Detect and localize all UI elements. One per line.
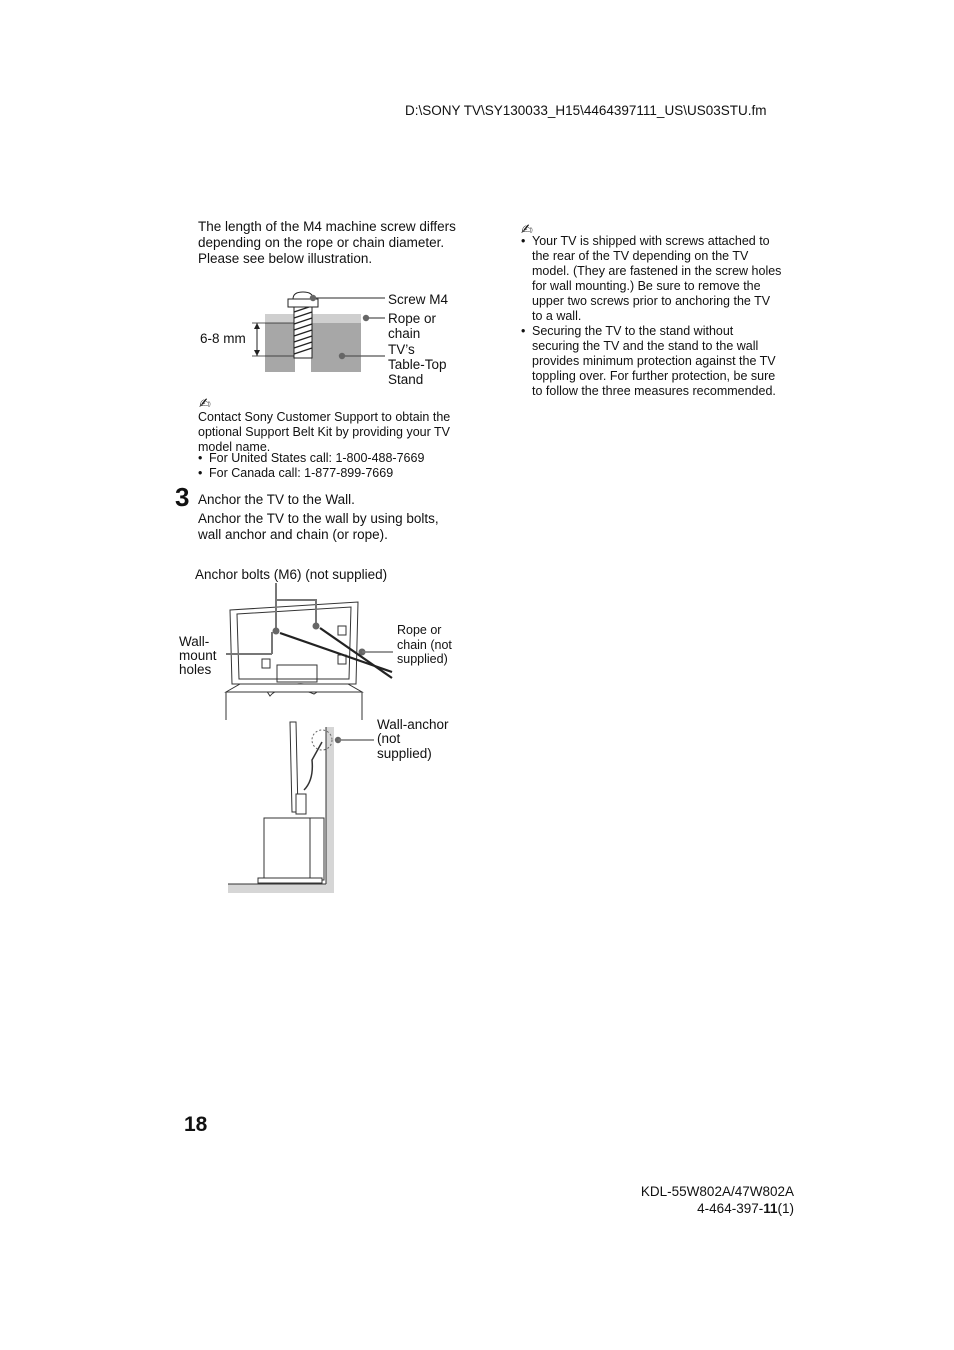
anchor-bolts-label: Anchor bolts (M6) (not supplied)	[195, 567, 388, 582]
code-bold: 11	[763, 1201, 778, 1216]
note2-bullets	[521, 234, 783, 399]
stand-label-line3: Stand	[388, 372, 424, 387]
note2-bullet-securing: • Securing the TV to the stand without securing the TV and the stand to the wall provides minimum protection against the TV toppling over. For further protection, be sure to follow the three measures recommended.	[521, 324, 783, 399]
wall-anchor-label-1: Wall-anchor	[377, 717, 449, 732]
rope-chain-label-2: chain (not	[397, 638, 452, 652]
wall-mount-label-2: mount	[179, 648, 217, 663]
intro-paragraph: The length of the M4 machine screw differs depending on the rope or chain diameter. Please see below illustration.	[198, 219, 456, 266]
file-path-header: D:\SONY TV\SY130033_H15\4464397111_US\US03STU.fm	[405, 103, 767, 118]
step-number: 3	[175, 482, 190, 512]
step-title: Anchor the TV to the Wall.	[198, 492, 355, 507]
code-suffix: (1)	[777, 1201, 794, 1216]
step-description: Anchor the TV to the wall by using bolts, wall anchor and chain (or rope).	[198, 511, 439, 542]
note-pencil-icon: ✍	[521, 221, 533, 237]
code-prefix: 4-464-397-	[697, 1201, 764, 1216]
wall-anchor-label-2: (not	[377, 731, 401, 746]
note1-text: Contact Sony Customer Support to obtain the optional Support Belt Kit by providing your TV model name.	[198, 410, 451, 454]
stand-label-line2: Table-Top	[388, 357, 447, 372]
rope-label-line1: Rope or	[388, 311, 437, 326]
depth-label: 6-8 mm	[200, 331, 246, 346]
rope-label-line2: chain	[388, 326, 421, 341]
note-pencil-icon: ✍	[199, 395, 211, 411]
document-code	[641, 1200, 794, 1217]
stand-label-line1: TV’s	[388, 342, 415, 357]
rope-chain-label-1: Rope or	[397, 623, 442, 637]
page-number: 18	[184, 1113, 208, 1136]
rope-chain-label-3: supplied)	[397, 652, 448, 666]
note1-bullet-canada: • For Canada call: 1-877-899-7669	[198, 466, 460, 481]
wall-mount-label-1: Wall-	[179, 634, 210, 649]
note1-bullet-us: • For United States call: 1-800-488-7669	[198, 451, 460, 466]
note1-bullets	[198, 451, 460, 481]
wall-mount-label-3: holes	[179, 662, 212, 677]
screw-m4-label: Screw M4	[388, 292, 449, 307]
wall-anchor-label-3: supplied)	[377, 746, 432, 761]
note2-bullet-screws: • Your TV is shipped with screws attached to the rear of the TV depending on the TV model. (They are fastened in the screw holes for wall mounting.) Be sure to remove the upper two screws prior to anchoring the TV to a wall.	[521, 234, 783, 324]
model-info	[641, 1183, 794, 1217]
model-name: KDL-55W802A/47W802A	[640, 1184, 794, 1199]
